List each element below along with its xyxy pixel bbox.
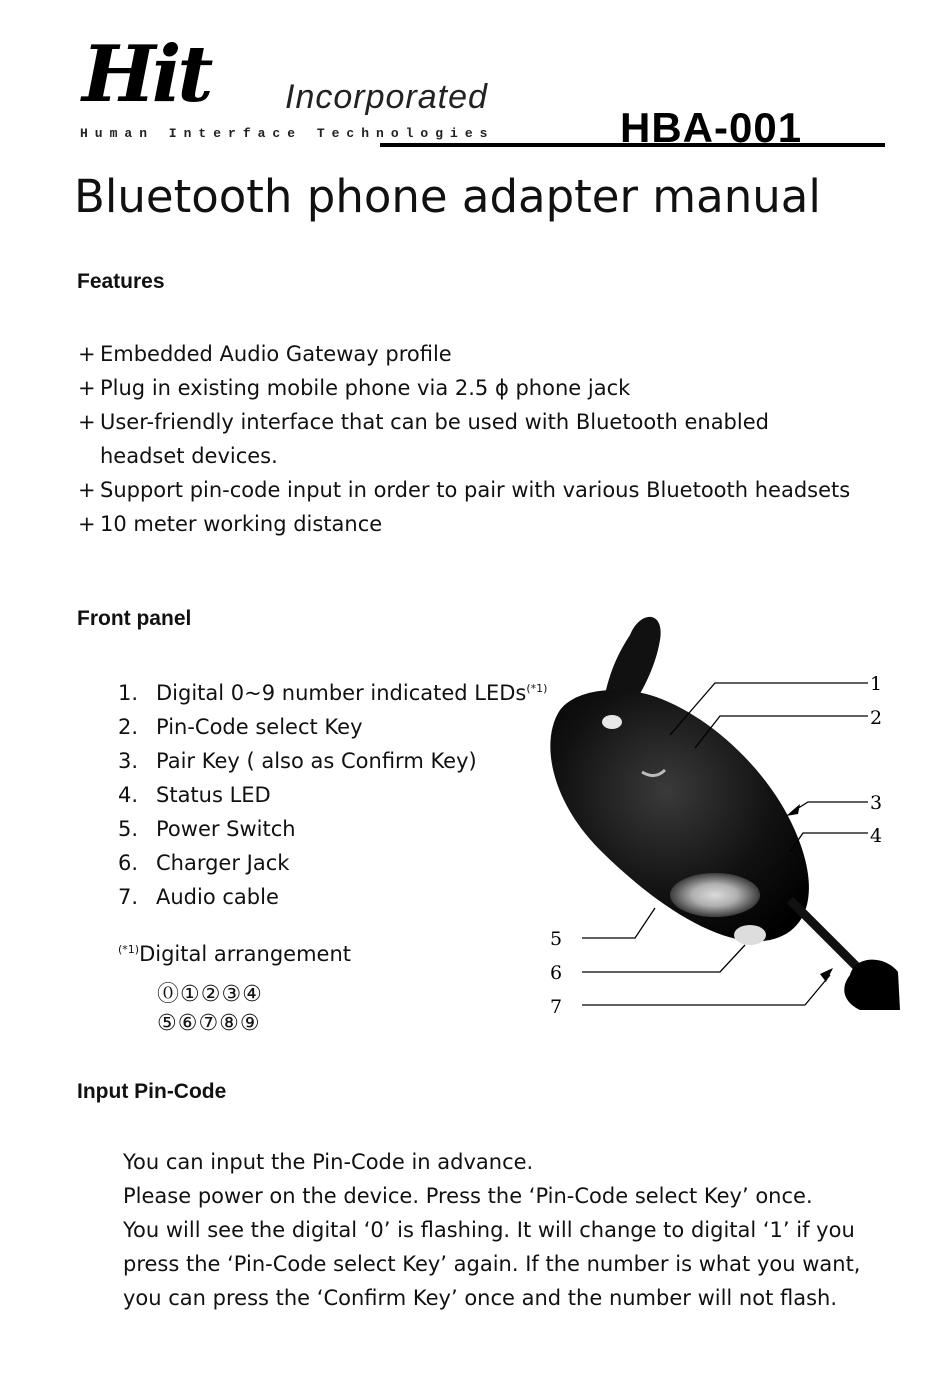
features-heading: Features (77, 270, 165, 293)
callout-number-5: 5 (550, 928, 563, 950)
paragraph-line: You will see the digital ‘0’ is flashing. It will change to digital ‘1’ if you (123, 1218, 855, 1242)
model-number: HBA-001 (620, 104, 803, 151)
status-led (670, 873, 760, 917)
callout-number-1: 1 (870, 673, 883, 695)
pin-code-key (602, 715, 622, 729)
list-item: + 10 meter working distance (78, 507, 898, 541)
company-suffix: Incorporated (285, 78, 488, 116)
list-item: 2. Pin-Code select Key (118, 715, 363, 739)
plus-bullet-icon: + (78, 478, 96, 502)
callout-line-7 (582, 975, 830, 1005)
list-item: 6. Charger Jack (118, 851, 290, 875)
digit-row-2: ⑤⑥⑦⑧⑨ (157, 1011, 261, 1036)
charger-jack (734, 925, 766, 945)
callout-number-7: 7 (550, 996, 563, 1018)
callout-number-2: 2 (870, 707, 883, 729)
paragraph-line: Please power on the device. Press the ‘Pin-Code select Key’ once. (123, 1184, 813, 1208)
plus-bullet-icon: + (78, 342, 96, 366)
callout-number-4: 4 (870, 825, 883, 847)
company-tagline: Human Interface Technologies (80, 126, 495, 141)
list-item: 1. Digital 0~9 number indicated LEDs$^{(*1)}$ (118, 681, 548, 705)
callout-line-5 (582, 908, 655, 938)
paragraph-line: press the ‘Pin-Code select Key’ again. If the number is what you want, (123, 1252, 861, 1276)
page-title: Bluetooth phone adapter manual (74, 170, 821, 223)
list-item: 4. Status LED (118, 783, 271, 807)
input-pin-heading: Input Pin-Code (77, 1080, 227, 1103)
list-item: + Embedded Audio Gateway profile (78, 337, 898, 371)
callout-number-3: 3 (870, 792, 883, 814)
input-pin-body (123, 1145, 903, 1315)
list-item: 5. Power Switch (118, 817, 296, 841)
front-panel-list (118, 672, 547, 914)
list-item: + Plug in existing mobile phone via 2.5 ϕ phone jack (78, 371, 898, 405)
list-item: 3. Pair Key ( also as Confirm Key) (118, 749, 477, 773)
digital-arrangement-label: $^{(*1)}$Digital arrangement (118, 942, 351, 966)
paragraph-line: you can press the ‘Confirm Key’ once and the number will not flash. (123, 1286, 838, 1310)
callout-line-6 (582, 945, 745, 972)
paragraph-line: You can input the Pin-Code in advance. (123, 1150, 534, 1174)
arrowhead-7 (820, 968, 833, 982)
company-logo: Hit (82, 29, 210, 120)
callout-number-6: 6 (550, 962, 563, 984)
arrowhead-3 (786, 804, 800, 816)
digit-row-1: ⓪①②③④ (157, 982, 263, 1007)
plus-bullet-icon: + (78, 376, 96, 400)
plus-bullet-icon: + (78, 410, 96, 434)
features-list (78, 337, 898, 541)
list-item: + User-friendly interface that can be used with Bluetooth enabled headset devices. (78, 405, 820, 473)
plus-bullet-icon: + (78, 512, 96, 536)
list-item: + Support pin-code input in order to pair with various Bluetooth headsets (78, 473, 898, 507)
list-item: 7. Audio cable (118, 885, 279, 909)
callout-line-3 (792, 802, 868, 812)
audio-cable (790, 900, 865, 975)
front-panel-heading: Front panel (77, 607, 192, 630)
device-illustration (520, 600, 920, 1030)
